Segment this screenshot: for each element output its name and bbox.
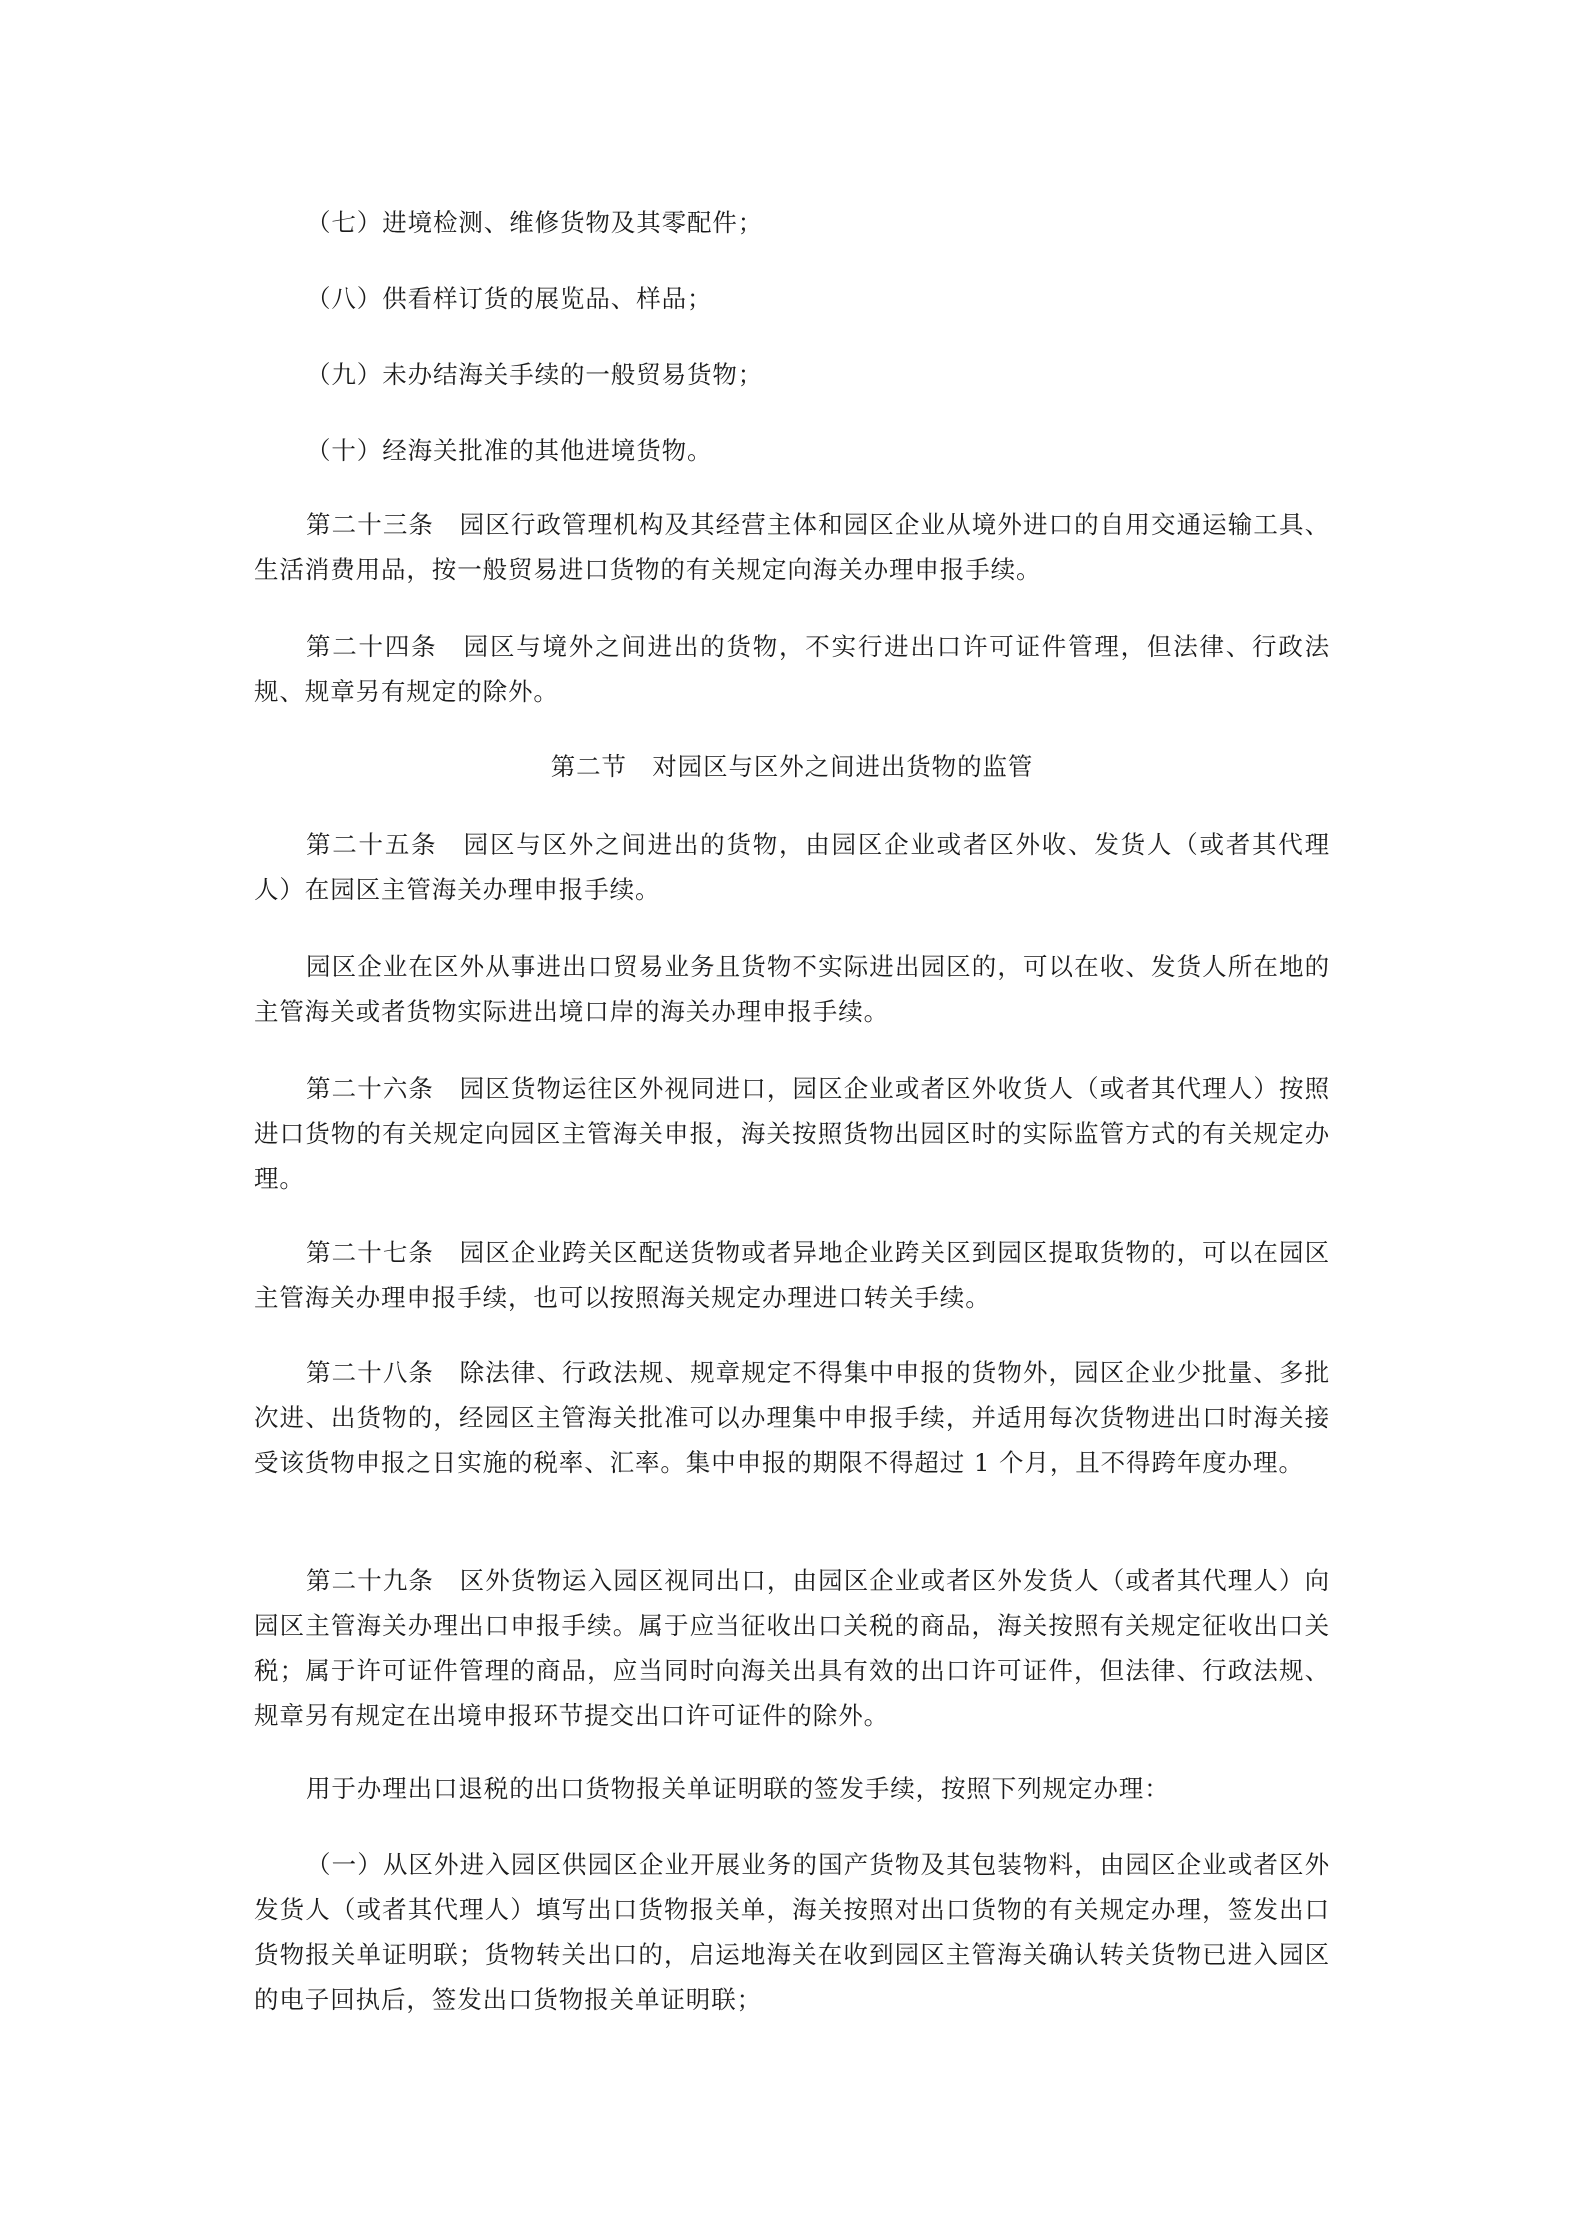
section-heading: 第二节 对园区与区外之间进出货物的监管 bbox=[550, 752, 1034, 781]
article-28: 第二十八条 除法律、行政法规、规章规定不得集中申报的货物外，园区企业少批量、多批次进、出货物的，经园区主管海关批准可以办理集中申报手续，并适用每次货物进出口时海关接受该货物申报之日实施的税率、汇率。集中申报的期限不得超过 1 个月，且不得跨年度办理。 bbox=[254, 1358, 1330, 1477]
rebate-item-1: （一）从区外进入园区供园区企业开展业务的国产货物及其包装物料，由园区企业或者区外发货人（或者其代理人）填写出口货物报关单，海关按照对出口货物的有关规定办理，签发出口货物报关单证明联；货物转关出口的，启运地海关在收到园区主管海关确认转关货物已进入园区的电子回执后，签发出口货物报关单证明联； bbox=[254, 1850, 1330, 2014]
list-item-8: （八）供看样订货的展览品、样品； bbox=[306, 284, 713, 313]
article-23: 第二十三条 园区行政管理机构及其经营主体和园区企业从境外进口的自用交通运输工具、生活消费用品，按一般贸易进口货物的有关规定向海关办理申报手续。 bbox=[254, 510, 1330, 584]
article-27: 第二十七条 园区企业跨关区配送货物或者异地企业跨关区到园区提取货物的，可以在园区主管海关办理申报手续，也可以按照海关规定办理进口转关手续。 bbox=[254, 1238, 1330, 1312]
article-24: 第二十四条 园区与境外之间进出的货物，不实行进出口许可证件管理，但法律、行政法规、规章另有规定的除外。 bbox=[254, 632, 1330, 706]
article-25-paragraph-2: 园区企业在区外从事进出口贸易业务且货物不实际进出园区的，可以在收、发货人所在地的主管海关或者货物实际进出境口岸的海关办理申报手续。 bbox=[254, 952, 1330, 1026]
article-25: 第二十五条 园区与区外之间进出的货物，由园区企业或者区外收、发货人（或者其代理人）在园区主管海关办理申报手续。 bbox=[254, 830, 1330, 904]
list-item-7: （七）进境检测、维修货物及其零配件； bbox=[306, 208, 764, 237]
article-26: 第二十六条 园区货物运往区外视同进口，园区企业或者区外收货人（或者其代理人）按照进口货物的有关规定向园区主管海关申报，海关按照货物出园区时的实际监管方式的有关规定办理。 bbox=[254, 1074, 1330, 1193]
list-item-10: （十）经海关批准的其他进境货物。 bbox=[306, 436, 713, 465]
export-rebate-intro: 用于办理出口退税的出口货物报关单证明联的签发手续，按照下列规定办理： bbox=[306, 1774, 1170, 1803]
list-item-9: （九）未办结海关手续的一般贸易货物； bbox=[306, 360, 764, 389]
article-29: 第二十九条 区外货物运入园区视同出口，由园区企业或者区外发货人（或者其代理人）向园区主管海关办理出口申报手续。属于应当征收出口关税的商品，海关按照有关规定征收出口关税；属于许可证件管理的商品，应当同时向海关出具有效的出口许可证件，但法律、行政法规、规章另有规定在出境申报环节提交出口许可证件的除外。 bbox=[254, 1566, 1330, 1730]
